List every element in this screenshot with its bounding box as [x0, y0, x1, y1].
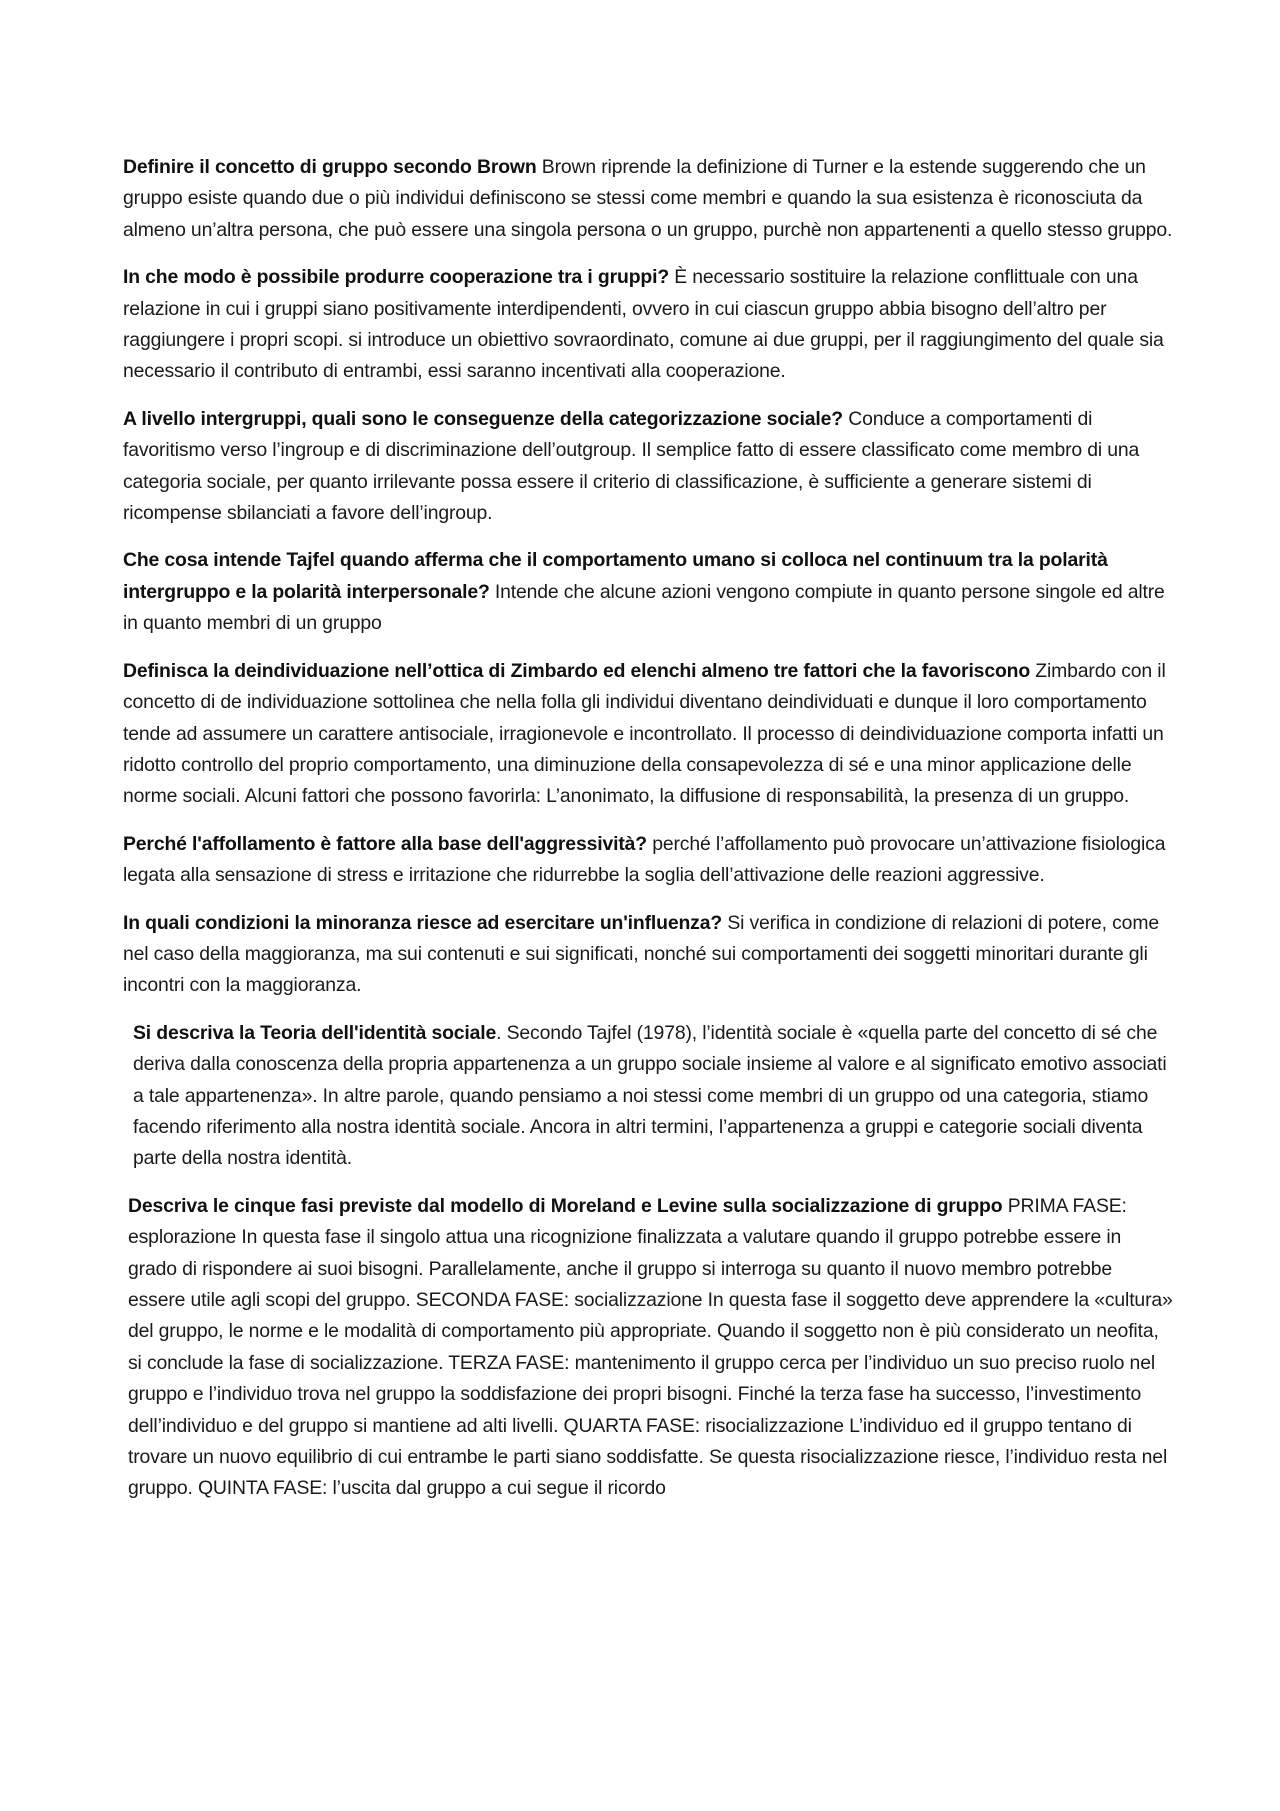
- answer-text: Si verifica in condizione di relazioni di potere, come nel caso della maggioranza, ma sui contenuti e sui significati, nonché sui comportamenti dei soggetti minoritari durante gli incontri con la maggioranza.: [123, 911, 1159, 997]
- answer-text: Brown riprende la definizione di Turner e la estende suggerendo che un gruppo esiste quando due o più individui definiscono se stessi come membri e quando la sua esistenza è riconosciuta da almeno un’altra persona, che può essere una singola persona o un gruppo, purchè non appartenenti a quello stesso gruppo.: [123, 156, 1173, 241]
- question-text: Definire il concetto di gruppo secondo Brown: [123, 156, 537, 178]
- answer-text: PRIMA FASE: esplorazione In questa fase il singolo attua una ricognizione finalizzata a valutare quando il gruppo potrebbe essere in grado di rispondere ai suoi bisogni. Parallelamente, anche il gruppo si interroga su quanto il nuovo membro potrebbe essere utile agli scopi del gruppo. SECONDA FASE: socializzazione In questa fase il soggetto deve apprendere la «cultura» del gruppo, le norme e le modalità di comportamento più appropriate. Quando il soggetto non è più considerato un neofita, si conclude la fase di socializzazione. TERZA FASE: mantenimento il gruppo cerca per l’individuo un suo preciso ruolo nel gruppo e l’individuo trova nel gruppo la soddisfazione dei propri bisogni. Finché la terza fase ha successo, l’investimento dell’individuo e del gruppo si mantiene ad alti livelli. QUARTA FASE: risocializzazione L’individuo ed il gruppo tentano di trovare un nuovo equilibrio di cui entrambe le parti siano soddisfatte. Se questa risocializzazione riesce, l’individuo resta nel gruppo. QUINTA FASE: l’uscita dal gruppo a cui segue il ricordo: [128, 1194, 1173, 1500]
- qa-paragraph-tajfel-continuum: [123, 545, 1173, 639]
- answer-text: perché l’affollamento può provocare un’attivazione fisiologica legata alla sensazione di stress e irritazione che ridurrebbe la soglia dell’attivazione delle reazioni aggressive.: [123, 832, 1166, 887]
- answer-text: . Secondo Tajfel (1978), l’identità sociale è «quella parte del concetto di sé che deriva dalla conoscenza della propria appartenenza a un gruppo sociale insieme al valore e al significato emotivo associati a tale appartenenza». In altre parole, quando pensiamo a noi stessi come membri di un gruppo od una categoria, stiamo facendo riferimento alla nostra identità sociale. Ancora in altri termini, l’appartenenza a gruppi e categorie sociali diventa parte della nostra identità.: [133, 1021, 1167, 1170]
- answer-text: È necessario sostituire la relazione conflittuale con una relazione in cui i gruppi siano positivamente interdipendenti, ovvero in cui ciascun gruppo abbia bisogno dell’altro per raggiungere i propri scopi. si introduce un obiettivo sovraordinato, comune ai due gruppi, per il raggiungimento del quale sia necessario il contributo di entrambi, essi saranno incentivati alla cooperazione.: [123, 266, 1164, 383]
- question-text: Descriva le cinque fasi previste dal modello di Moreland e Levine sulla socializzazione di gruppo: [128, 1194, 1003, 1217]
- question-text: In quali condizioni la minoranza riesce ad esercitare un'influenza?: [123, 911, 723, 934]
- qa-paragraph-cooperation: [123, 262, 1173, 388]
- qa-paragraph-social-identity: [123, 1018, 1173, 1175]
- question-text: Perché l'affollamento è fattore alla base dell'aggressività?: [123, 832, 647, 855]
- qa-paragraph-minority-influence: [123, 908, 1173, 1002]
- answer-text: Conduce a comportamenti di favoritismo verso l’ingroup e di discriminazione dell’outgroup. Il semplice fatto di essere classificato come membro di una categoria sociale, per quanto irrilevante possa essere il criterio di classificazione, è sufficiente a generare sistemi di ricompense sbilanciati a favore dell’ingroup.: [123, 407, 1140, 525]
- question-text: In che modo è possibile produrre cooperazione tra i gruppi?: [123, 266, 670, 289]
- answer-text: Zimbardo con il concetto di de individuazione sottolinea che nella folla gli individui diventano deindividuati e dunque il loro comportamento tende ad assumere un carattere antisociale, irragionevole e incontrollato. Il processo di deindividuazione comporta infatti un ridotto controllo del proprio comportamento, una diminuzione della consapevolezza di sé e una minor applicazione delle norme sociali. Alcuni fattori che possono favorirla: L’anonimato, la diffusione di responsabilità, la presenza di un gruppo.: [123, 659, 1166, 808]
- answer-text: Intende che alcune azioni vengono compiute in quanto persone singole ed altre in quanto membri di un gruppo: [123, 580, 1165, 635]
- question-text: Si descriva la Teoria dell'identità sociale: [133, 1021, 497, 1044]
- question-text: Che cosa intende Tajfel quando afferma che il comportamento umano si colloca nel continuum tra la polarità intergruppo e la polarità interpersonale?: [123, 549, 1108, 603]
- question-text: Definisca la deindividuazione nell’ottica di Zimbardo ed elenchi almeno tre fattori che la favoriscono: [123, 659, 1031, 682]
- qa-paragraph-deindividuation: [123, 656, 1173, 813]
- qa-paragraph-crowding: [123, 829, 1173, 892]
- qa-paragraph-group-definition: [123, 152, 1173, 246]
- qa-paragraph-categorization: [123, 404, 1173, 530]
- question-text: A livello intergruppi, quali sono le conseguenze della categorizzazione sociale?: [123, 407, 843, 430]
- document-body: [123, 152, 1173, 1521]
- qa-paragraph-moreland-levine: [123, 1191, 1173, 1505]
